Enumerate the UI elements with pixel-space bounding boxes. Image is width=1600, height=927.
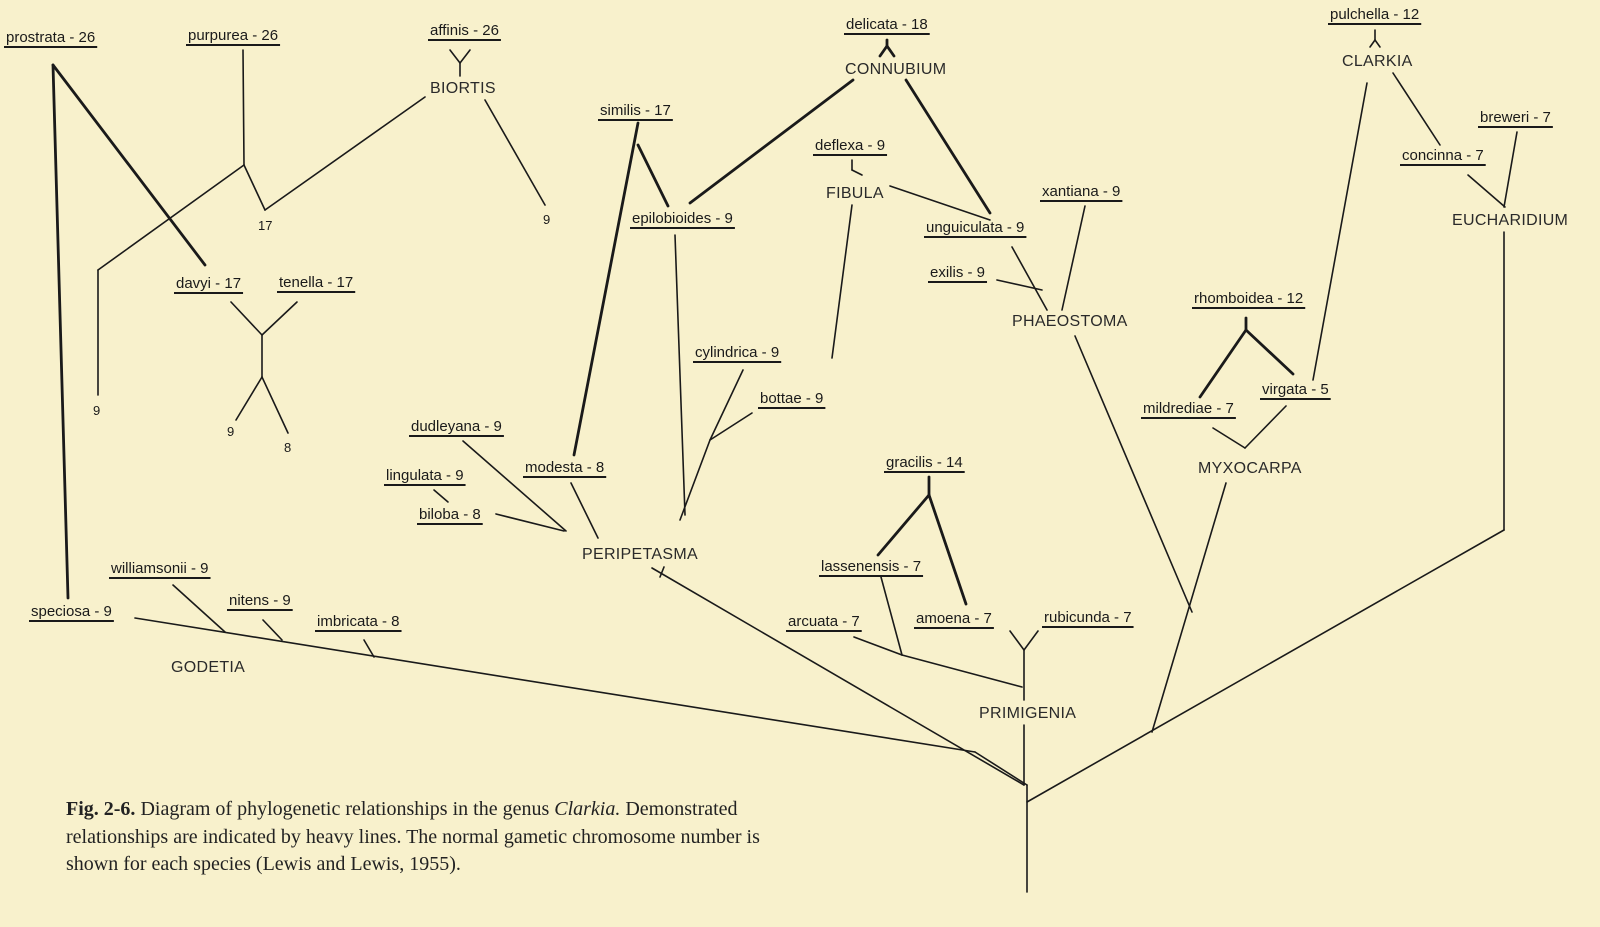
chromosome-number-label: 9 [543,212,551,227]
tree-edge [244,165,265,210]
species-label-prostrata: prostrata - 26 [6,29,96,46]
species-label-purpurea: purpurea - 26 [188,27,279,44]
section-label-phaeostoma: PHAEOSTOMA [1012,313,1128,330]
species-label-davyi: davyi - 17 [176,275,242,292]
figure-caption [66,796,766,879]
tree-edge [450,50,460,63]
species-label-virgata: virgata - 5 [1262,381,1329,398]
species-label-exilis: exilis - 9 [930,264,986,281]
chromosome-number-label: 9 [93,403,101,418]
tree-edge [243,50,244,165]
tree-edge [675,235,685,515]
tree-labels [6,6,1568,722]
label-underlines [4,24,1553,631]
tree-edge [571,483,598,538]
chromosome-number-label: 8 [284,440,292,455]
tree-edge [53,65,68,598]
species-label-similis: similis - 17 [600,102,671,119]
tree-edge [485,100,545,205]
tree-edge [854,637,902,655]
species-label-gracilis: gracilis - 14 [886,454,963,471]
section-label-peripetasma: PERIPETASMA [582,546,698,563]
tree-edge [878,495,929,555]
species-label-xantiana: xantiana - 9 [1042,183,1121,200]
section-label-biortis: BIORTIS [430,80,496,97]
tree-edge [135,618,975,752]
tree-edge [434,490,448,502]
species-label-bottae: bottae - 9 [760,390,824,407]
species-label-cylindrica: cylindrica - 9 [695,344,780,361]
tree-edge [1393,73,1440,145]
tree-edge [1504,132,1517,207]
tree-edge [1062,206,1085,310]
species-label-modesta: modesta - 8 [525,459,605,476]
tree-edge [1200,330,1246,397]
tree-edge [1246,330,1293,374]
tree-edge [460,50,470,63]
species-label-rubicunda: rubicunda - 7 [1044,609,1132,626]
species-label-lassenensis: lassenensis - 7 [821,558,922,575]
tree-edge [1027,530,1504,802]
tree-edge [231,302,262,335]
caption-text-1: Diagram of phylogenetic relationships in the genus [140,798,550,820]
tree-edge [1010,631,1024,650]
species-label-affinis: affinis - 26 [430,22,499,39]
species-label-pulchella: pulchella - 12 [1330,6,1420,23]
tree-edge [1012,247,1047,310]
tree-edge [1245,406,1286,448]
tree-edge [236,377,262,420]
species-label-tenella: tenella - 17 [279,274,354,291]
species-label-nitens: nitens - 9 [229,592,291,609]
species-label-epilobioides: epilobioides - 9 [632,210,733,227]
species-label-biloba: biloba - 8 [419,506,481,523]
caption-fig-number: Fig. 2-6. [66,798,136,820]
tree-edge [1375,40,1380,47]
tree-edge [98,165,244,270]
tree-edge [975,752,1027,785]
tree-edge [262,377,288,433]
species-label-lingulata: lingulata - 9 [386,467,464,484]
section-label-clarkia: CLARKIA [1342,53,1413,70]
tree-edge [902,655,1022,687]
tree-edge [1213,428,1245,448]
tree-edge [997,280,1042,290]
species-label-rhomboidea: rhomboidea - 12 [1194,290,1304,307]
section-label-myxocarpa: MYXOCARPA [1198,460,1302,477]
section-label-eucharidium: EUCHARIDIUM [1452,212,1569,229]
section-label-fibula: FIBULA [826,185,884,202]
chromosome-number-label: 17 [258,218,273,233]
tree-edge [1468,175,1505,207]
section-label-connubium: CONNUBIUM [845,61,947,78]
tree-edge [638,145,668,206]
species-label-breweri: breweri - 7 [1480,109,1551,126]
chromosome-number-label: 9 [227,424,235,439]
tree-edge [880,46,887,56]
tree-edge [881,577,902,655]
tree-edge [1370,40,1375,47]
tree-edge [53,65,205,265]
tree-edge [574,123,638,455]
section-label-godetia: GODETIA [171,659,246,676]
tree-edge [1024,631,1038,650]
species-label-unguiculata: unguiculata - 9 [926,219,1025,236]
caption-text-2: Demonstrated relationships are indicated by heavy lines. The normal gametic chromosome number is shown for each species (Lewis and Lewis, 1955). [66,798,760,875]
species-label-concinna: concinna - 7 [1402,147,1484,164]
tree-edge [496,514,564,531]
species-label-delicata: delicata - 18 [846,16,928,33]
tree-edge [906,80,990,213]
species-label-dudleyana: dudleyana - 9 [411,418,502,435]
species-label-mildrediae: mildrediae - 7 [1143,400,1234,417]
section-label-primigenia: PRIMIGENIA [979,705,1077,722]
tree-edge [929,495,966,604]
species-label-speciosa: speciosa - 9 [31,603,112,620]
tree-edge [1313,83,1367,380]
caption-genus: Clarkia. [554,798,621,820]
tree-edge [1075,336,1192,612]
tree-edge [262,302,297,335]
tree-edge [832,205,852,358]
species-label-deflexa: deflexa - 9 [815,137,886,154]
tree-edge [265,97,425,210]
species-label-imbricata: imbricata - 8 [317,613,400,630]
tree-edge [887,46,894,56]
tree-edge [652,568,1024,785]
species-label-williamsonii: williamsonii - 9 [111,560,209,577]
species-label-arcuata: arcuata - 7 [788,613,860,630]
species-label-amoena: amoena - 7 [916,610,992,627]
tree-edge [263,620,282,640]
tree-edge [852,170,862,175]
